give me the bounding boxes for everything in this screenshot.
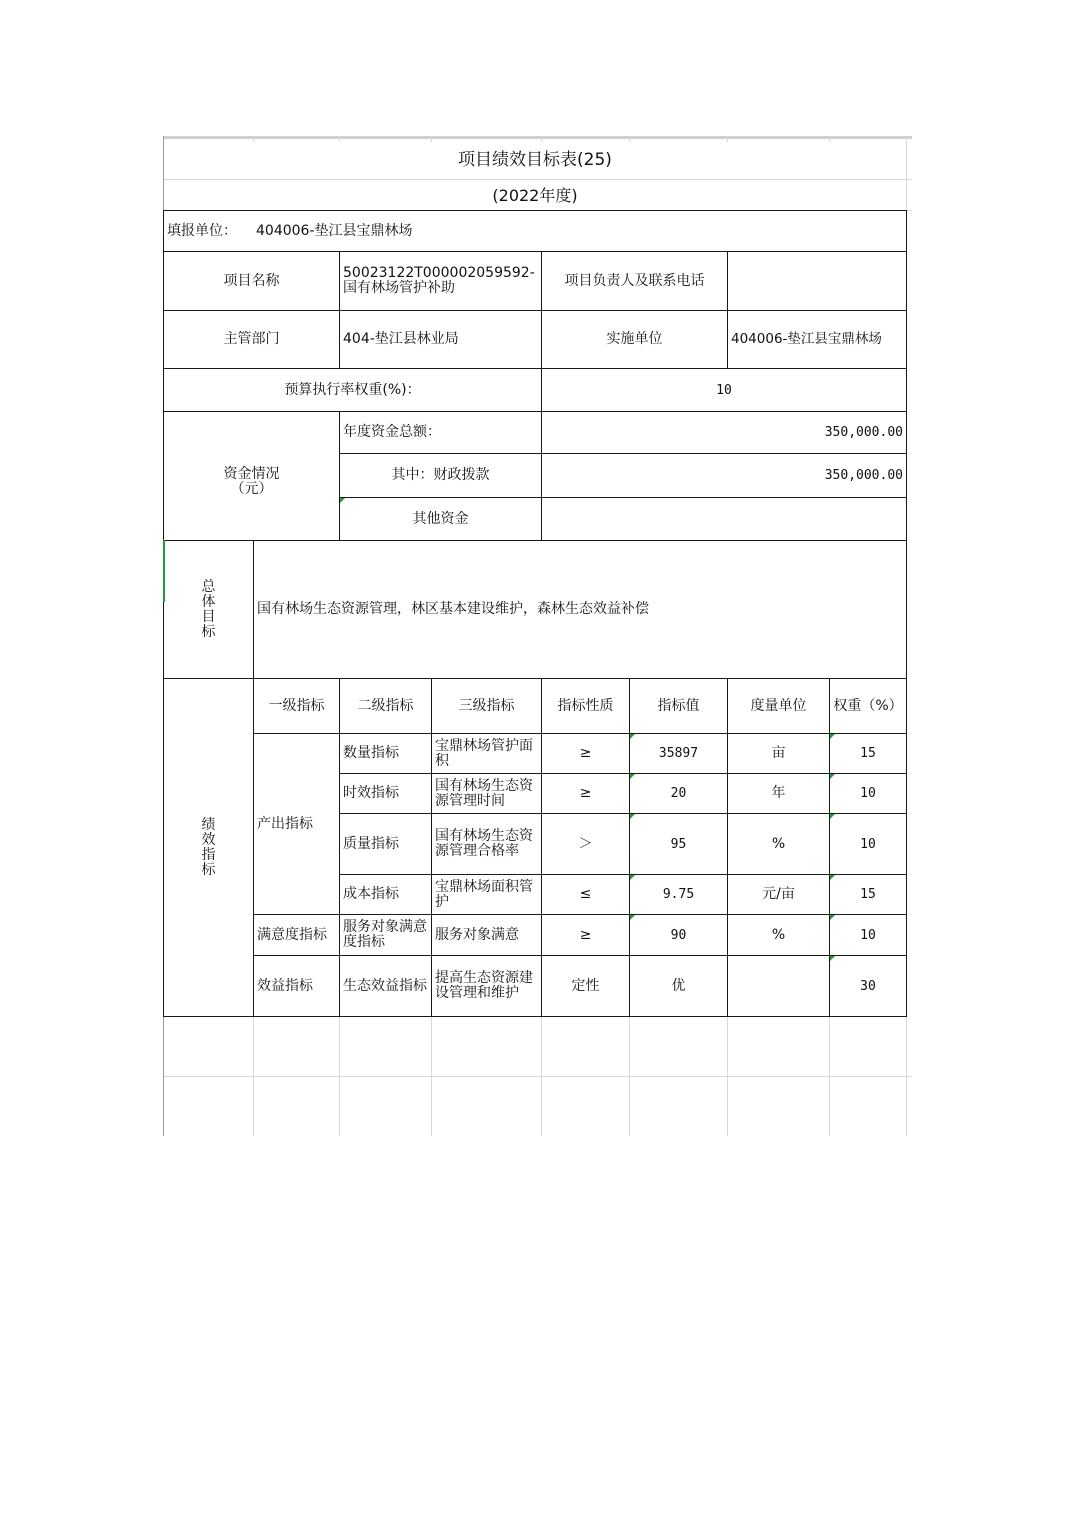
level1-satisfaction: 满意度指标 [257,926,327,943]
table-row-unit: % [771,926,786,943]
gridline [163,136,912,139]
table-row-unit: 元/亩 [762,886,795,902]
header-level1: 一级指标 [268,697,325,714]
gridline [629,1017,630,1136]
table-row-nature: ＞ [578,835,593,852]
table-row-level3: 服务对象满意 [435,926,519,943]
funds-total-label: 年度资金总额： [343,424,441,440]
vertical-label-char: 目 [201,608,216,625]
table-row-nature: ≥ [579,785,592,801]
table-title: 项目绩效目标表(25) [458,150,612,170]
perf-label [164,679,253,1016]
table-row-unit: 亩 [771,745,786,761]
funds-other-label: 其他资金 [412,510,469,527]
goal-value: 国有林场生态资源管理，林区基本建设维护，森林生态效益补偿 [257,601,649,617]
table-row-weight: 10 [860,836,876,852]
header-unit: 度量单位 [750,697,807,714]
goal-label [164,541,253,678]
budget-rate-label: 预算执行率权重(%)： [284,381,421,398]
unit-label: 填报单位： [167,222,237,239]
table-row-level3: 宝鼎林场管护面积 [435,737,533,769]
gridline [431,1017,432,1136]
header-nature: 指标性质 [557,697,614,714]
impl-value: 404006-垫江县宝鼎林场 [731,331,882,347]
table-row-value: 35897 [658,746,699,761]
table-row-weight: 15 [860,887,876,902]
table-row-weight: 15 [860,746,876,761]
border-line [163,1016,907,1017]
table-row-nature: ≥ [579,745,592,761]
vertical-label-char: 效 [201,831,216,848]
dept-label: 主管部门 [223,331,280,347]
table-row-level2: 生态效益指标 [343,977,427,994]
table-row-value: 20 [670,786,687,801]
dept-value: 404-垫江县林业局 [343,331,459,347]
header-weight: 权重（%） [833,697,903,714]
table-row-value: 90 [670,927,687,943]
funds-fiscal-value: 350,000.00 [824,468,903,483]
performance-goal-sheet [163,136,912,1136]
budget-rate-value: 10 [716,382,732,398]
vertical-label-char: 总 [201,578,216,595]
funds-total-value: 350,000.00 [824,425,903,440]
table-row-weight: 30 [860,978,876,994]
border-line [906,210,907,1017]
vertical-label-char: 指 [201,846,216,863]
table-row-level2: 成本指标 [343,886,399,902]
table-row-nature: 定性 [571,977,600,994]
project-name-value: 50023122T000002059592-国有林场管护补助 [343,265,535,296]
vertical-label-char: 标 [201,623,216,640]
table-year: (2022年度) [492,185,578,205]
gridline [727,1017,728,1136]
funds-label: 资金情况 （元） [223,466,280,497]
table-row-value: 9.75 [662,887,695,902]
gridline [253,1017,254,1136]
unit-value: 404006-垫江县宝鼎林场 [256,222,413,239]
table-row-nature: ≥ [579,926,592,943]
gridline [541,1017,542,1136]
table-row-level2: 服务对象满意度指标 [343,919,427,950]
vertical-label-char: 绩 [201,816,216,833]
level1-output: 产出指标 [257,815,313,832]
table-row-value: 优 [671,977,686,994]
table-row-level3: 国有林场生态资源管理合格率 [435,828,533,859]
table-row-unit: 年 [771,785,786,801]
table-row-level2: 时效指标 [343,785,399,801]
vertical-label-char: 标 [201,861,216,878]
project-name-label: 项目名称 [223,272,280,289]
gridline [163,1076,912,1077]
funds-other-value [542,498,906,540]
impl-label: 实施单位 [606,331,663,347]
table-row-unit [728,956,829,1016]
level1-benefit: 效益指标 [257,977,313,994]
table-row-level3: 提高生态资源建设管理和维护 [435,970,533,1001]
header-value: 指标值 [657,697,700,714]
table-row-level3: 宝鼎林场面积管护 [435,878,533,910]
table-row-level3: 国有林场生态资源管理时间 [435,777,533,809]
header-level2: 二级指标 [357,697,414,714]
table-row-nature: ≤ [579,886,592,902]
header-level3: 三级指标 [458,697,515,714]
table-row-weight: 10 [860,786,876,801]
table-row-level2: 质量指标 [343,835,399,852]
table-row-weight: 10 [860,927,876,943]
gridline [829,1017,830,1136]
leader-value [728,252,906,310]
table-row-value: 95 [670,836,687,852]
table-row-level2: 数量指标 [343,745,399,761]
vertical-label-char: 体 [201,593,216,610]
leader-label: 项目负责人及联系电话 [564,272,705,289]
funds-fiscal-label: 其中：财政拨款 [391,467,490,483]
gridline [339,1017,340,1136]
table-row-unit: % [771,835,786,852]
gridline [906,1017,907,1136]
